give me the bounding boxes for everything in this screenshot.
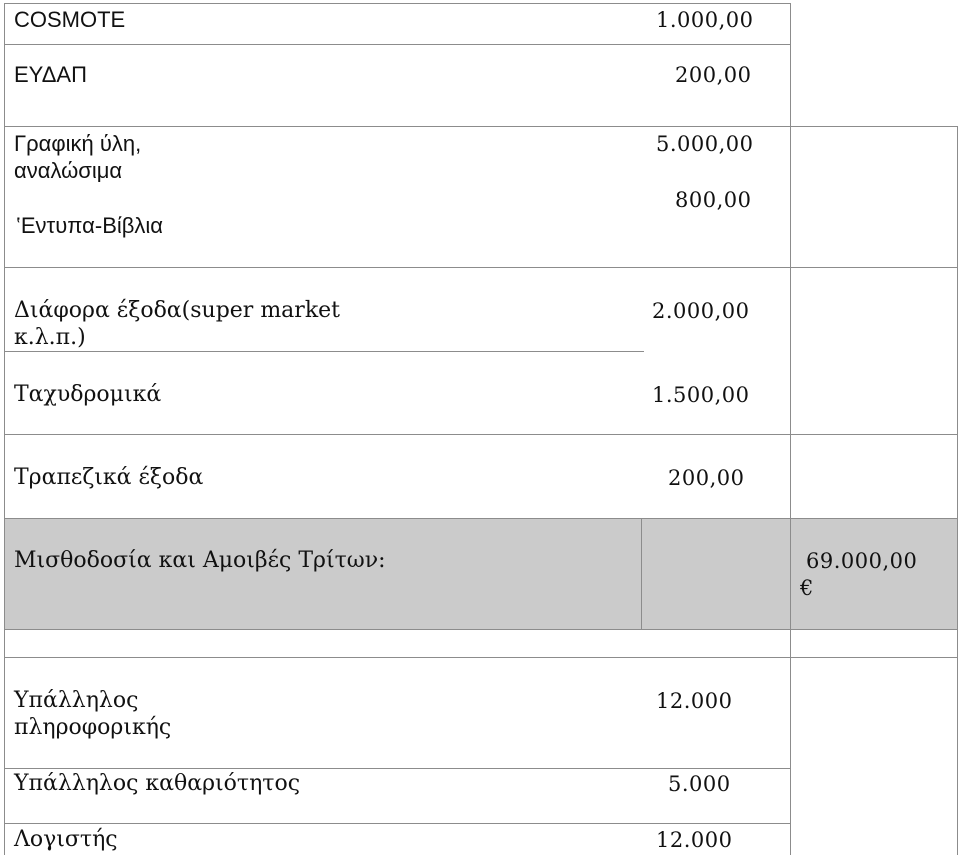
row-label: Ταχυδρομικά [14, 382, 162, 407]
staff-label: πληροφορικής [14, 715, 172, 740]
table-border [4, 823, 790, 824]
section-total: 69.000,00 [806, 549, 918, 573]
staff-amount: 12.000 [656, 689, 733, 713]
staff-amount: 5.000 [668, 772, 731, 796]
staff-label: Λογιστής [14, 827, 118, 852]
table-border [4, 518, 958, 519]
table-border [4, 3, 5, 855]
table-border [641, 518, 642, 629]
row-label: αναλώσιμα [14, 158, 123, 183]
table-border [957, 126, 958, 855]
row-label: ΕΥΔΑΠ [14, 62, 87, 87]
row-amount: 200,00 [668, 466, 745, 490]
section-total-currency: € [800, 576, 814, 600]
table-border [4, 434, 958, 435]
row-label: Διάφορα έξοδα(super market [14, 298, 341, 323]
section-title: Μισθοδοσία και Αμοιβές Τρίτων: [14, 548, 386, 573]
row-label: Τραπεζικά έξοδα [14, 465, 204, 490]
row-amount: 1.500,00 [652, 383, 750, 407]
row-amount: 2.000,00 [652, 299, 750, 323]
row-label: κ.λ.π.) [14, 325, 86, 350]
table-border [4, 351, 644, 352]
table-border [4, 768, 790, 769]
row-label: ‛Εντυπα-Βίβλια [16, 213, 164, 238]
row-label: Γραφική ύλη, [14, 131, 142, 156]
staff-label: Υπάλληλος καθαριότητος [14, 771, 301, 796]
table-border [4, 44, 790, 45]
row-amount: 200,00 [675, 63, 752, 87]
table-border [4, 267, 958, 268]
table-border [4, 657, 958, 658]
staff-amount: 12.000 [656, 828, 733, 852]
staff-label: Υπάλληλος [14, 688, 139, 713]
row-label: COSMOTE [14, 7, 126, 32]
table-border [4, 3, 790, 4]
table-border [4, 126, 958, 127]
table-border [4, 629, 958, 630]
row-amount: 1.000,00 [656, 8, 754, 32]
table-border [790, 3, 791, 855]
row-amount: 800,00 [675, 188, 752, 212]
row-amount: 5.000,00 [656, 132, 754, 156]
